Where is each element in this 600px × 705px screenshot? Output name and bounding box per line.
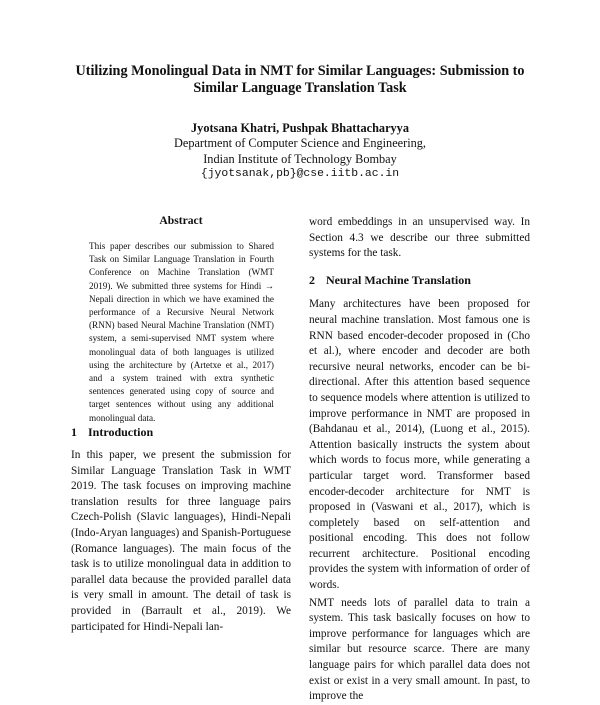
author-names: Jyotsana Khatri, Pushpak Bhattacharyya [191,121,409,135]
introduction-text: In this paper, we present the submission for Similar Language Translation Task in WMT 2019. The task focuses on improving machine translation results for three language pairs Czech-Polish (Slavic languages), Hindi-Nepali (Indo-Aryan languages) and Spanish-Portuguese (Romance languages). The main focus of the task is to utilize monolingual data in addition to parallel data because the provided parallel data is very small in amount. The detail of task is provided in (Barrault et al., 2019). We participated for Hindi-Nepali lan- [71,449,291,633]
nmt-paragraph-1: Many architectures have been proposed for neural machine translation. Most famous one is RNN based encoder-decoder proposed in (Cho et al.), where encoder and decoder are both recursive neural networks, encoder can be bi-directional. After this attention based sequence to sequence models where attention is utilized to improve performance in NMT are proposed in (Bahdanau et al., 2014), (Luong et al., 2015). Attention basically instructs the system about which words to focus more, while generating a particular target word. Transformer based encoder-decoder architecture for NMT is proposed in (Vaswani et al., 2017), which is completely based on self-attention and positional encoding. This does not follow recurrent architecture. Positional encoding provides the system with information of order of words. [309,298,530,592]
right-column [309,215,530,705]
abstract-text: This paper describes our submission to Shared Task on Similar Language Translation in Fourth Conference on Machine Translation (WMT 2019). We submitted three systems for Hindi → Nepali direction in which we have examined the performance of a Recursive Neural Network (RNN) based Neural Machine Translation (NMT) system, a semi-supervised NMT system where monolingual data of both languages is utilized using the architecture by (Artetxe et al., 2017) and a system trained with extra synthetic sentences generated using copy of source and target sentences without using any additional monolingual data. [89,241,274,423]
section-number: 2 [309,272,315,287]
affiliation-line-1: Department of Computer Science and Engineering, [173,136,426,151]
continued-paragraph: word embeddings in an unsupervised way. In Section 4.3 we describe our three submitted systems for the task. [309,216,530,260]
author-block [60,121,540,183]
section-number: 1 [71,425,77,439]
section-heading-nmt [309,273,530,289]
abstract-heading: Abstract [159,214,203,227]
section-title: Neural Machine Translation [326,272,471,287]
affiliation-line-2: Indian Institute of Technology Bombay [203,151,397,166]
paper-title: Utilizing Monolingual Data in NMT for Similar Languages: Submission to Similar Language Translation Task [75,63,525,96]
section-title: Introduction [88,425,154,439]
section-heading-introduction [71,425,153,440]
author-email: {jyotsanak,pb}@cse.iitb.ac.in [200,168,400,181]
nmt-paragraph-2: NMT needs lots of parallel data to train a system. This task basically focuses on how to improve performance for languages which are similar but resource scarce. There are many language pairs for which parallel data does not exist or exist in a very small amount. In past, to improve the [309,596,530,703]
